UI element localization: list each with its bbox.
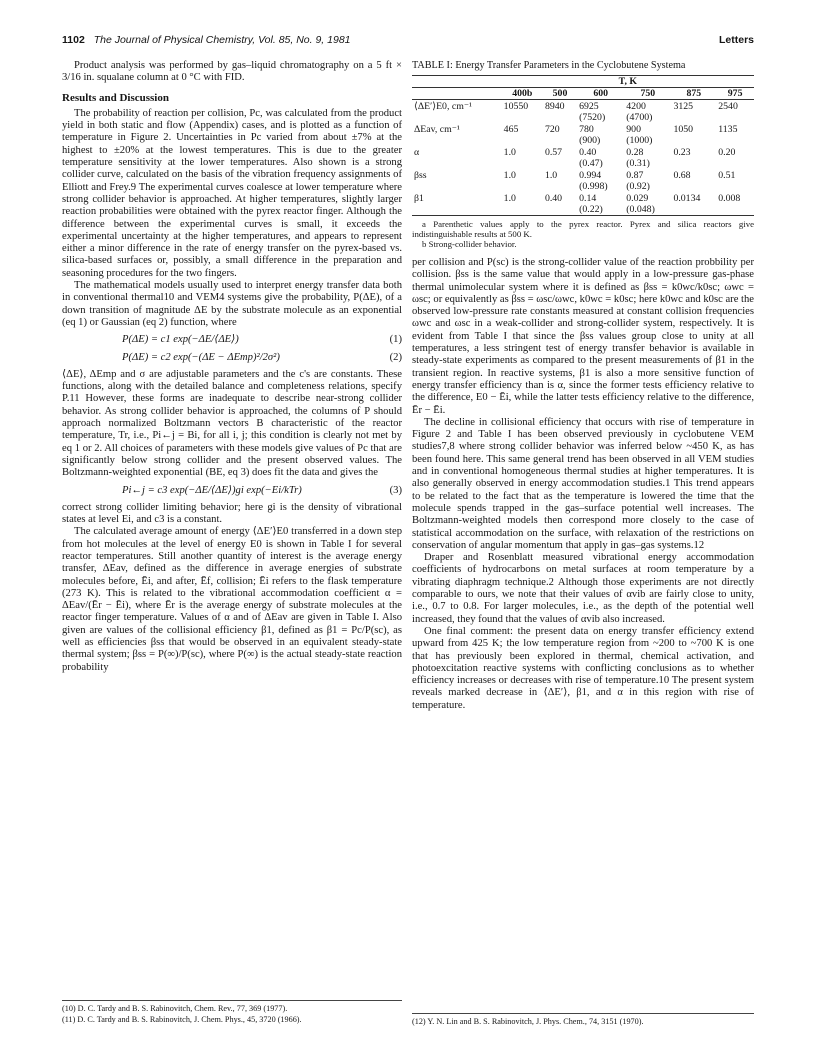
- column-header: 600: [577, 88, 624, 100]
- table-note-b: b Strong-collider behavior.: [422, 239, 517, 249]
- cell-paren: (1000): [626, 135, 653, 146]
- cell-value: 0.87: [626, 170, 644, 181]
- energy-transfer-table: [412, 75, 754, 216]
- table-cell: 10550: [503, 101, 529, 112]
- table-cell: 1.0: [503, 147, 516, 158]
- table-cell: 0.51: [718, 170, 736, 181]
- right-footnotes: [412, 1013, 754, 1028]
- cell-paren: (0.22): [579, 204, 603, 215]
- right-paragraph-4: One final comment: the present data on energy transfer efficiency extend upward from 425 K; the low temperature region from ~200 to ~700 K is one that has previously been explored in thermal, chemical activation, and photoexcitation reactive systems with conflicting conclusions as to whether efficiency increases or decreases with rise of temperature.10 The present system reveals marked decrease in ⟨ΔE′⟩, β1, and α in this region with rise of temperature.: [412, 625, 754, 711]
- journal-name: The Journal of Physical Chemistry, Vol. 85, No. 9, 1981: [93, 34, 351, 46]
- row-label: ⟨ΔE′⟩E0, cm⁻¹: [414, 101, 472, 112]
- results-paragraph-1: The probability of reaction per collision, Pc, was calculated from the product yield in both static and flow (Appendix) cases, and is plotted as a function of temperature in Figure 2. Uncertainties in Pc varied from about ±7% at the highest to ±20% at the lowest temperatures. This is due to the greater temperature sensitivity at the lower temperatures. Also shown is a strong collider curve, calculated on the basis of the vibration frequency assignments of Elliott and Frey.9 The experimental curves coalesce at lower temperature where strong collider behavior is approached. At higher temperatures, slightly larger reaction probabilities were obtained with the pyrex reactor finger. Although the difference between the experimental curves is small, it exceeds the experimental uncertainty at the higher temperatures, and appears to represent either a minor difference in the rate of energy transfer on the pyrex-based vs. silica-based surfaces or, possibly, a small difference in the preparation and seasoning procedures for the two fingers.: [62, 107, 402, 279]
- cell-value: 0.28: [626, 147, 644, 158]
- cell-paren: (900): [579, 135, 601, 146]
- table-row: [412, 100, 754, 124]
- table-cell: 0.0134: [671, 192, 716, 216]
- equation-3-number: (3): [389, 484, 402, 496]
- cell-value: 0.40: [579, 147, 597, 158]
- cell-paren: (0.47): [579, 158, 603, 169]
- column-header: [412, 88, 502, 100]
- row-label: β1: [412, 192, 502, 216]
- cell-value: 0.994: [579, 170, 602, 181]
- page-number: 1102: [62, 34, 85, 46]
- intro-paragraph: Product analysis was performed by gas–liquid chromatography on a 5 ft × 3/16 in. squalane column at 0 °C with FID.: [62, 60, 402, 84]
- table-row: [412, 123, 754, 146]
- table-cell: 0.40: [543, 192, 577, 216]
- table-cell: [624, 169, 671, 192]
- cell-value: 4200: [626, 101, 646, 112]
- cell-paren: (0.048): [626, 204, 655, 215]
- cell-paren: (7520): [579, 112, 606, 123]
- cell-paren: (0.31): [626, 158, 650, 169]
- column-header: 750: [624, 88, 671, 100]
- table-cell: 720: [544, 124, 560, 135]
- right-paragraph-1: per collision and P(sc) is the strong-collider value of the reaction probbility per collision. βss is the same value that would apply in a low-pressure gas-phase thermal unimolecular system where it is defined as βss = k0wc/k0sc; ωwc = ωsc; or equivalently as βss = ωsc/ωwc, k0wc = k0sc; here k0wc and k0sc are the observed low-pressure rate constants measured at constant collision frequencies ωwc and ωsc in a weak-collider and strong-collider system, respectively. It is evident from Table I that since the βss values group close to unity at all temperatures, a less stringent test of energy transfer behavior is available in steady-state experiments as compared to the present measurements of β1 in the transient region. In reactive systems, β1 is also a more sensitive function of energy transfer efficiency than is α, since the former tests efficiency relative to the difference, E0 − Ēi, while the latter tests efficiency relative to the difference, Ēr − Ēi.: [412, 257, 754, 416]
- cell-value: 780: [579, 124, 594, 135]
- equation-2: [62, 352, 402, 364]
- table-cell: 1135: [718, 124, 738, 135]
- table-cell: 1.0: [503, 170, 516, 181]
- table-cell: 1.0: [502, 192, 543, 216]
- running-head: [62, 34, 754, 48]
- equation-3-formula: Pi←j = c3 exp(−ΔE/⟨ΔE⟩)gi exp(−Ei/kTr): [122, 484, 302, 496]
- table-cell: [577, 100, 624, 124]
- row-label: ΔEav, cm⁻¹: [414, 124, 460, 135]
- table-row: [412, 192, 754, 216]
- table-caption: TABLE I: Energy Transfer Parameters in the Cyclobutene Systema: [412, 60, 686, 71]
- table-cell: 0.57: [544, 147, 563, 158]
- footnote-10: (10) D. C. Tardy and B. S. Rabinovitch, Chem. Rev., 77, 369 (1977).: [62, 1004, 288, 1013]
- results-paragraph-3: ⟨ΔE⟩, ΔEmp and σ are adjustable parameters and the c's are constants. These functions, along with the detailed balance and completeness relations, specify P.11 However, these forms are inadequate to describe near-strong collider behavior. As strong collider behavior is approached, the columns of P should approach normalized Boltzmann vectors B characteristic of the reactor temperature, Tr, i.e., Pi←j = Bi, for all i, j; this condition is clearly not met by eq 1 or 2. All choices of parameters with these models give values of Pc that are significantly below strong collider and the present observed values. The Boltzmann-weighted exponential (BE, eq 3) does fit the data and gives the: [62, 368, 402, 479]
- table-row: [412, 169, 754, 192]
- cell-paren: (0.998): [579, 181, 608, 192]
- equation-2-formula: P(ΔE) = c2 exp(−(ΔE − ΔEmp)²/2σ²): [122, 351, 280, 363]
- table-cell: [624, 192, 671, 216]
- table-cell: 465: [503, 124, 519, 135]
- table-notes: [412, 219, 754, 249]
- equation-1-number: (1): [389, 334, 402, 346]
- right-paragraph-2: The decline in collisional efficiency that occurs with rise of temperature in Figure 2 and Table I has been observed previously in cyclobutene VEM studies7,8 where strong collider behavior was inferred below ~450 K, as has been found here. This same general trend has been observed in all VEM studies and in conventional homogeneous thermal studies at higher temperatures. It is also generally observed in energy accommodation studies.1 This trend appears to be related to the fact that as the temperature is lowered the time that the molecule spends trapped in the gas–surface potential well increases. The Boltzmann-weighted models then correspond more closely to the case of statistical accommodation on the surface, with relaxation of the restrictions on conservation of angular momentum that apply in gas–gas systems.12: [412, 416, 754, 551]
- table-row: [412, 146, 754, 169]
- cell-paren: (4700): [626, 112, 653, 123]
- table-cell: [577, 146, 624, 169]
- table-spanner: T, K: [502, 76, 754, 88]
- table-cell: 0.23: [673, 147, 691, 158]
- equation-1: [62, 334, 402, 346]
- row-label: βss: [414, 170, 427, 181]
- right-column: [412, 60, 754, 712]
- table-cell: [577, 123, 624, 146]
- cell-value: 900: [626, 124, 641, 135]
- table-cell: [624, 100, 671, 124]
- cell-value: 0.14: [579, 193, 597, 204]
- table-cell: [577, 169, 624, 192]
- table-note-a: a Parenthetic values apply to the pyrex reactor. Pyrex and silica reactors give indistinguishable results at 500 K.: [412, 219, 754, 239]
- section-heading: Results and Discussion: [62, 91, 169, 104]
- column-header: 875: [671, 88, 716, 100]
- row-label: α: [414, 147, 420, 158]
- equation-3: [62, 485, 402, 497]
- table-cell: [577, 192, 624, 216]
- results-paragraph-2: The mathematical models usually used to interpret energy transfer data both in conventional thermal10 and VEM4 systems give the probability, P(ΔE), of a down transition of magnitude ΔE by the substrate molecule as an exponential (eq 1) or Gaussian (eq 2) function, where: [62, 280, 402, 328]
- right-paragraph-3: Draper and Rosenblatt measured vibrational energy accommodation coefficients of hydrocarbons on metal surfaces at room temperature by a vibrating diaphragm technique.2 Although those experiments are not directly comparable to ours, we note that their values of αvib are fairly close to unity, i.e., 0.7 to 0.8. For larger molecules, i.e., as the depth of the potential well increased, they found that the values of αvib also increased.: [412, 552, 754, 625]
- equation-1-formula: P(ΔE) = c1 exp(−ΔE/⟨ΔE⟩): [122, 334, 239, 346]
- equation-2-number: (2): [389, 351, 402, 363]
- table-cell: [624, 123, 671, 146]
- results-paragraph-4: correct strong collider limiting behavior; here gi is the density of vibrational states at level Ei, and c3 is a constant.: [62, 501, 402, 526]
- table-cell: 0.68: [673, 170, 691, 181]
- table-cell: [624, 146, 671, 169]
- left-column: [62, 60, 402, 674]
- table-corner: [412, 76, 502, 88]
- results-paragraph-5: The calculated average amount of energy ⟨ΔE′⟩E0 transferred in a down step from hot molecules at the level of energy E0 is shown in Table I for several reactor temperatures. Still another quantity of interest is the average energy transfer, ΔEav, defined as the difference in average energies of substrate molecules before, Ēi, and after, Ēf, collision; Ēi refers to the flask temperature (273 K). This is related to the vibrational accommodation coefficient α = ΔEav/(Ēr − Ēi), where Ēr is the average energy of substrate molecules at the reactor finger temperature. Values of α and of ΔEav are given in Table I. Also given are values of the collisional efficiency β1, defined as β1 = Pc/P(sc), as well as efficiencies βss that would be observed in an equivalent steady-state thermal system; βss = P(∞)/P(sc), where P(∞) is the actual steady-state reaction probability: [62, 526, 402, 673]
- footnote-12: (12) Y. N. Lin and B. S. Rabinovitch, J. Phys. Chem., 74, 3151 (1970).: [412, 1017, 644, 1026]
- table-cell: 0.008: [716, 192, 754, 216]
- column-header: 500: [543, 88, 577, 100]
- column-header: 400b: [502, 88, 543, 100]
- section-label: Letters: [718, 34, 754, 46]
- table-cell: 8940: [544, 101, 565, 112]
- table-cell: 1.0: [544, 170, 558, 181]
- cell-value: 0.029: [626, 193, 649, 204]
- cell-value: 6925: [579, 101, 599, 112]
- table-cell: 0.20: [718, 147, 736, 158]
- column-header: 975: [716, 88, 754, 100]
- table-cell: 1050: [673, 124, 694, 135]
- table-cell: 2540: [718, 101, 738, 112]
- footnote-11: (11) D. C. Tardy and B. S. Rabinovitch, J. Chem. Phys., 45, 3720 (1966).: [62, 1014, 302, 1024]
- left-footnotes: [62, 1000, 402, 1025]
- cell-paren: (0.92): [626, 181, 650, 192]
- table-cell: 3125: [673, 101, 694, 112]
